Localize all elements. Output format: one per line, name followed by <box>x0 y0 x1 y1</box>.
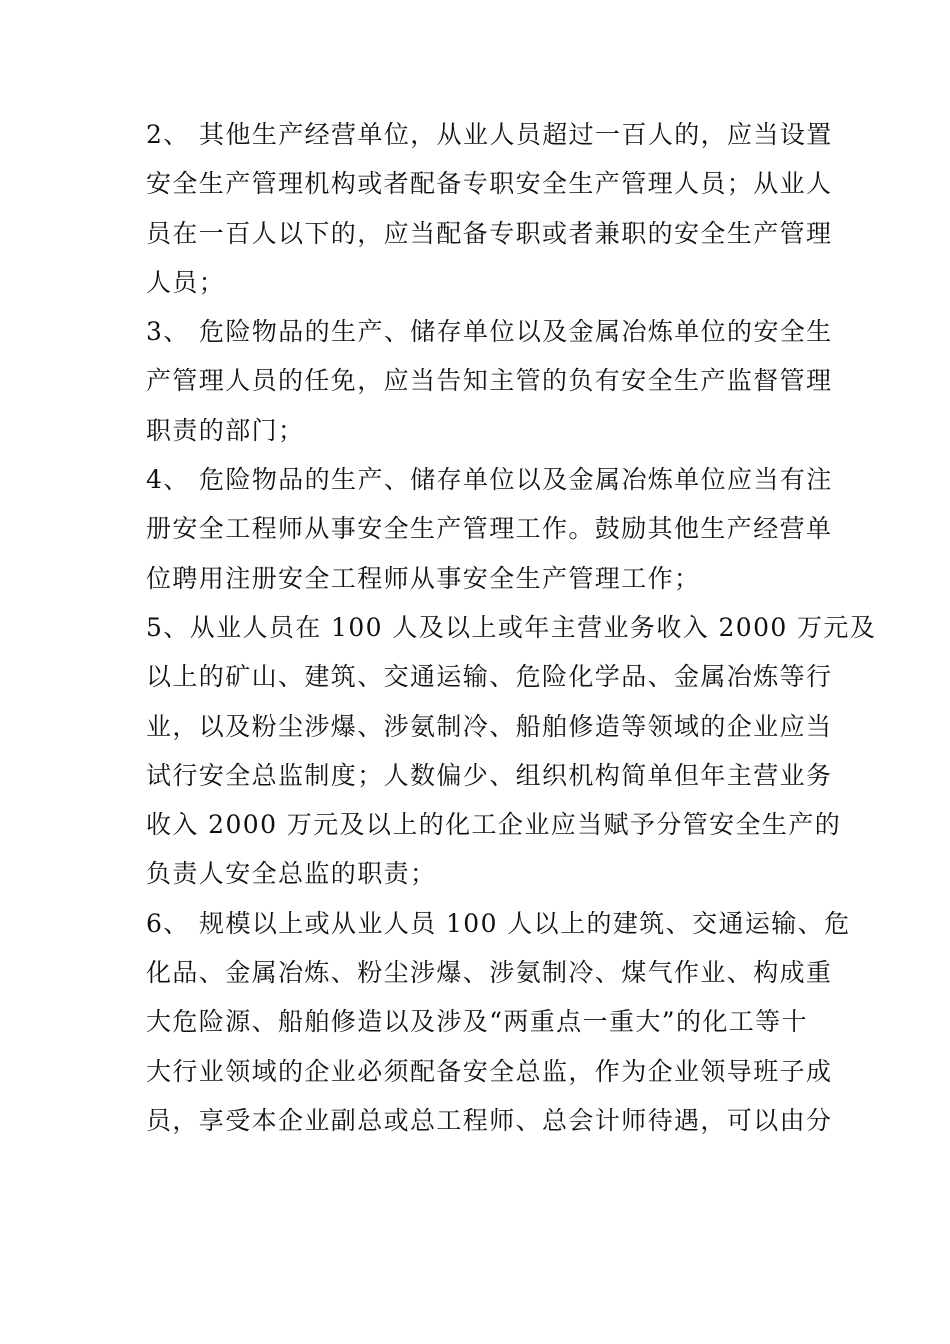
text-line: 职责的部门； <box>146 415 305 445</box>
text-line: 化品、金属冶炼、粉尘涉爆、涉氨制冷、煤气作业、构成重 <box>146 958 833 988</box>
text-line: 产管理人员的任免，应当告知主管的负有安全生产监督管理 <box>146 366 833 396</box>
text-line: 员，享受本企业副总或总工程师、总会计师待遇，可以由分 <box>146 1105 833 1135</box>
text-line: 册安全工程师从事安全生产管理工作。鼓励其他生产经营单 <box>146 514 833 544</box>
text-line: 业，以及粉尘涉爆、涉氨制冷、船舶修造等领域的企业应当 <box>146 711 833 741</box>
text-line: 负责人安全总监的职责； <box>146 859 437 889</box>
text-line: 试行安全总监制度；人数偏少、组织机构简单但年主营业务 <box>146 760 833 790</box>
text-line: 大行业领域的企业必须配备安全总监，作为企业领导班子成 <box>146 1056 833 1086</box>
text-line: 4、 危险物品的生产、储存单位以及金属冶炼单位应当有注 <box>146 465 833 495</box>
text-line: 员在一百人以下的，应当配备专职或者兼职的安全生产管理 <box>146 218 833 248</box>
text-line: 2、 其他生产经营单位，从业人员超过一百人的，应当设置 <box>146 120 833 149</box>
text-line: 以上的矿山、建筑、交通运输、危险化学品、金属冶炼等行 <box>146 662 833 692</box>
text-line: 6、 规模以上或从业人员 100 人以上的建筑、交通运输、危 <box>146 908 851 938</box>
text-line: 大危险源、船舶修造以及涉及“两重点一重大”的化工等十 <box>146 1007 808 1037</box>
text-line: 5、从业人员在 100 人及以上或年主营业务收入 2000 万元及 <box>146 612 877 642</box>
document-body <box>146 110 877 1145</box>
text-line: 安全生产管理机构或者配备专职安全生产管理人员；从业人 <box>146 169 833 199</box>
text-line: 人员； <box>146 267 226 297</box>
text-line: 位聘用注册安全工程师从事安全生产管理工作； <box>146 563 701 593</box>
text-line: 收入 2000 万元及以上的化工企业应当赋予分管安全生产的 <box>146 810 842 840</box>
text-line: 3、 危险物品的生产、储存单位以及金属冶炼单位的安全生 <box>146 317 833 347</box>
